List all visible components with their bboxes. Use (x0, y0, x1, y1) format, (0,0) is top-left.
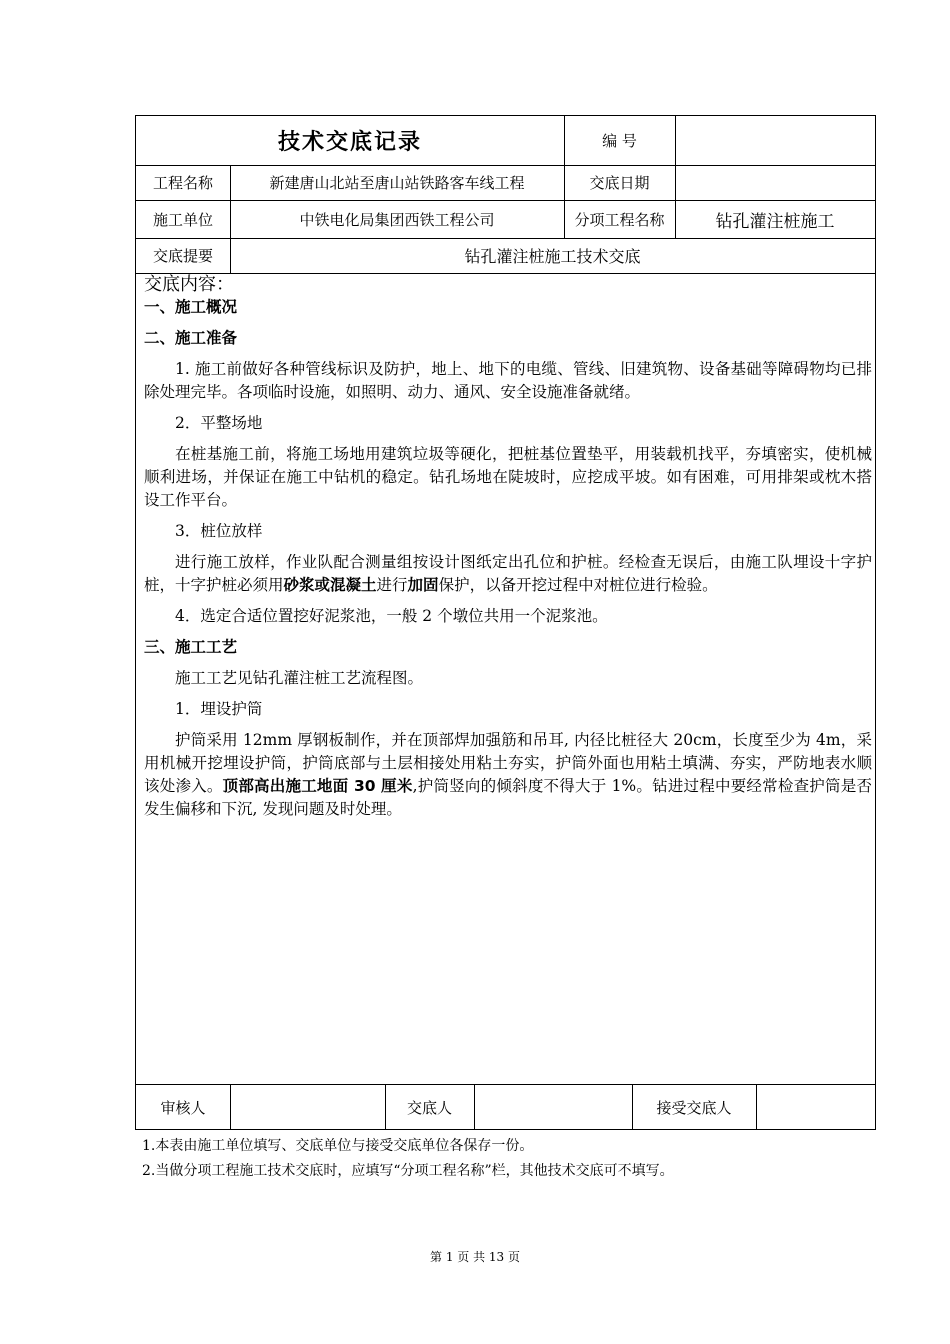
form-note: 1.本表由施工单位填写、交底单位与接受交底单位各保存一份。 (142, 1138, 534, 1154)
form-note: 2.当做分项工程施工技术交底时，应填写“分项工程名称”栏，其他技术交底可不填写。 (142, 1163, 674, 1179)
summary-value: 钻孔灌注桩施工技术交底 (464, 247, 641, 266)
section-heading: 一、施工概况 (144, 298, 238, 316)
receiver-field[interactable] (756, 1084, 875, 1130)
reviewer-field[interactable] (230, 1084, 385, 1130)
text-run: 进行 (376, 576, 408, 594)
paragraph (144, 729, 872, 821)
number-label: 编 号 (602, 132, 637, 150)
text-run: 进行施工放样，作业队配合测量组按设计图纸定出孔位和护桩。经检查无误后，由施工队埋设十字护桩，十字护桩必须用 (144, 553, 872, 594)
receiver-label: 接受交底人 (656, 1098, 732, 1117)
unit-label: 施工单位 (152, 210, 213, 229)
sub-project-label: 分项工程名称 (574, 210, 665, 229)
text-run: ,护筒竖向的倾斜度不得大于 1%。钻进过程中要经常检查护筒是否发生偏移和下沉, 发现问题及时处理。 (144, 777, 872, 818)
project-name-label: 工程名称 (152, 174, 213, 192)
text-run: 保护，以备开挖过程中对桩位进行检验。 (438, 576, 718, 594)
discloser-label: 交底人 (406, 1098, 452, 1117)
disclosure-content (144, 274, 872, 821)
unit-value: 中铁电化局集团西铁工程公司 (299, 210, 495, 229)
disclosure-form (135, 115, 876, 1130)
form-title: 技术交底记录 (277, 130, 422, 155)
section-heading: 三、施工工艺 (144, 638, 238, 656)
paragraph: 1. 施工前做好各种管线标识及防护，地上、地下的电缆、管线、旧建筑物、设备基础等障碍物均已排除处理完毕。各项临时设施，如照明、动力、通风、安全设施准备就绪。 (144, 360, 872, 401)
project-name-value: 新建唐山北站至唐山站铁路客车线工程 (269, 174, 525, 192)
sub-project-value: 钻孔灌注桩施工 (715, 211, 835, 232)
paragraph: 4．选定合适位置挖好泥浆池，一般 2 个墩位共用一个泥浆池。 (175, 607, 608, 625)
bold-text: 加固 (407, 576, 439, 594)
paragraph (144, 551, 872, 597)
paragraph: 在桩基施工前，将施工场地用建筑垃圾等硬化，把桩基位置垫平，用装载机找平，夯填密实，使机械顺利进场，并保证在施工中钻机的稳定。钻孔场地在陡坡时，应挖成平坡。如有困难，可用排架或枕木搭设工作平台。 (144, 445, 872, 509)
bold-text: 顶部高出施工地面 30 厘米 (222, 777, 413, 795)
text-run: 护筒采用 12mm 厚钢板制作，并在顶部焊加强筋和吊耳, 内径比桩径大 20cm，长度至少为 4m，采用机械开挖埋设护筒，护筒底部与土层相接处用粘土夯实，护筒外面也用粘土填满、夯实，严防地表水顺该处渗入。 (144, 731, 872, 795)
bold-text: 砂浆或混凝土 (283, 576, 377, 594)
page-number: 第 1 页 共 13 页 (430, 1250, 520, 1264)
sub-heading: 2．平整场地 (175, 414, 263, 432)
discloser-field[interactable] (474, 1084, 632, 1130)
date-field[interactable] (675, 165, 875, 200)
date-label: 交底日期 (589, 174, 650, 192)
sub-heading: 1．埋设护筒 (175, 700, 263, 718)
reviewer-label: 审核人 (160, 1098, 206, 1117)
summary-label: 交底提要 (152, 247, 213, 265)
paragraph: 施工工艺见钻孔灌注桩工艺流程图。 (175, 669, 424, 687)
sub-heading: 3．桩位放样 (175, 522, 263, 540)
section-heading: 二、施工准备 (144, 329, 238, 347)
number-field[interactable] (675, 116, 875, 165)
content-label: 交底内容： (144, 274, 234, 295)
